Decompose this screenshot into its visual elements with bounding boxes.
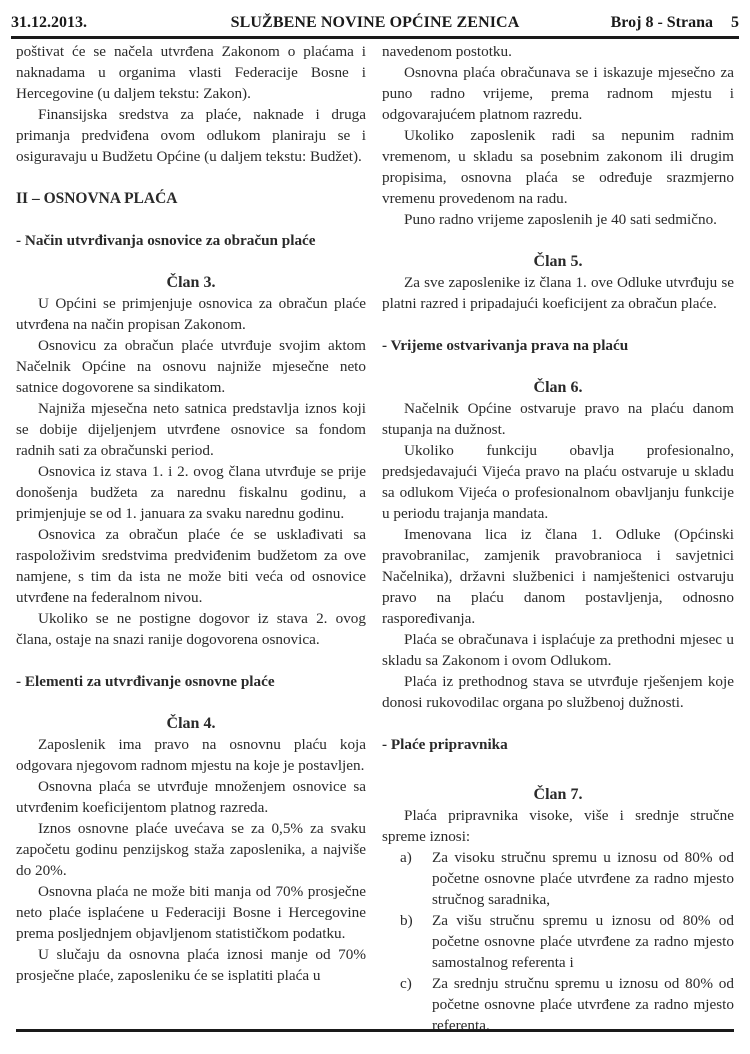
issue-page bbox=[611, 14, 739, 32]
paragraph: Ukoliko se ne postigne dogovor iz stava 2. ovog člana, ostaje na snazi ranije dogovorena osnovica. bbox=[16, 610, 366, 648]
list-marker: a) bbox=[400, 849, 412, 866]
page-number: 5 bbox=[731, 14, 739, 31]
paragraph: U Općini se primjenjuje osnovica za obračun plaće utvrđena na način propisan Zakonom. bbox=[16, 295, 366, 333]
article-title: Član 3. bbox=[166, 274, 216, 291]
page-header bbox=[11, 14, 739, 39]
paragraph: Ukoliko zaposlenik radi sa nepunim radnim vremenom, u skladu sa posebnim zakonom ili drugim propisima, osnovna plaća se određuje srazmjerno vremenu provedenom na radu. bbox=[382, 127, 734, 207]
paragraph: navedenom postotku. bbox=[382, 43, 512, 60]
paragraph: Osnovica za obračun plaće će se usklađivati sa raspoloživim sredstvima predviđenim budžetom za ove namjene, s tim da ista ne može biti veća od osnovice utvrđene na federalnom nivou. bbox=[16, 526, 366, 606]
issue-date: 31.12.2013. bbox=[11, 14, 87, 31]
article-title: Član 6. bbox=[533, 379, 583, 396]
paragraph: Finansijska sredstva za plaće, naknade i druga primanja predviđena ovom odlukom planiraju se i osiguravaju u Budžetu Općine (u daljem tekstu: Budžet). bbox=[16, 106, 366, 165]
subsection-heading: - Plaće pripravnika bbox=[382, 736, 508, 753]
paragraph: Za sve zaposlenike iz člana 1. ove Odluke utvrđuju se platni razred i pripadajući koeficijent za obračun plaće. bbox=[382, 274, 734, 312]
article-title: Član 7. bbox=[533, 786, 583, 803]
issue-label: Broj 8 - Strana bbox=[610, 14, 713, 31]
list-marker: c) bbox=[400, 975, 412, 992]
article-title: Član 4. bbox=[166, 715, 216, 732]
paragraph: Osnovna plaća ne može biti manja od 70% prosječne neto plaće isplaćene u Federaciji Bosne i Hercegovine prema posljednjem objavljenom statističkom podatku. bbox=[16, 883, 366, 942]
paragraph: Puno radno vrijeme zaposlenih je 40 sati sedmično. bbox=[404, 211, 717, 228]
paragraph: Osnovna plaća se utvrđuje množenjem osnovice sa utvrđenim koeficijentom platnog razreda. bbox=[16, 778, 366, 816]
list-item-text: Za višu stručnu spremu u iznosu od 80% od početne osnovne plaće utvrđene za radno mjesto samostalnog referenta i bbox=[432, 912, 734, 971]
list-item bbox=[382, 847, 734, 910]
article-title: Član 5. bbox=[533, 253, 583, 270]
paragraph: Iznos osnovne plaće uvećava se za 0,5% za svaku započetu godinu penzijskog staža zaposlenika, a najviše do 20%. bbox=[16, 820, 366, 879]
paragraph: Načelnik Općine ostvaruje pravo na plaću danom stupanja na dužnost. bbox=[382, 400, 734, 438]
paragraph: Plaća iz prethodnog stava se utvrđuje rješenjem koje donosi rukovodilac organa po službenoj dužnosti. bbox=[382, 673, 734, 711]
paragraph: Najniža mjesečna neto satnica predstavlja iznos koji se dobije dijeljenjem utvrđene osnovice sa fondom radnih sati za obračunski period. bbox=[16, 400, 366, 459]
list-item bbox=[382, 910, 734, 973]
item-list bbox=[382, 847, 734, 1036]
paragraph: poštivat će se načela utvrđena Zakonom o plaćama i naknadama u organima vlasti Federacije Bosne i Hercegovine (u daljem tekstu: Zakon). bbox=[16, 43, 366, 102]
subsection-heading: - Način utvrđivanja osnovice za obračun plaće bbox=[16, 232, 316, 249]
paragraph: Osnovna plaća obračunava se i iskazuje mjesečno za puno radno vrijeme, prema radnom mjestu i odgovarajućem platnom razredu. bbox=[382, 64, 734, 123]
subsection-heading: - Vrijeme ostvarivanja prava na plaću bbox=[382, 337, 629, 354]
list-item-text: Za srednju stručnu spremu u iznosu od 80% od početne osnovne plaće utvrđene za radno mjesto referenta. bbox=[432, 975, 734, 1034]
paragraph: Osnovicu za obračun plaće utvrđuje svojim aktom Načelnik Općine na osnovu najniže mjesečne neto satnice dogovorene sa sindikatom. bbox=[16, 337, 366, 396]
publication-title: SLUŽBENE NOVINE OPĆINE ZENICA bbox=[230, 14, 520, 31]
footer-divider bbox=[16, 1029, 734, 1032]
right-column bbox=[382, 41, 734, 1036]
paragraph: Plaća pripravnika visoke, više i srednje stručne spreme iznosi: bbox=[382, 807, 734, 845]
left-column bbox=[16, 41, 366, 986]
paragraph: Ukoliko funkciju obavlja profesionalno, predsjedavajući Vijeća pravo na plaću ostvaruje u skladu sa odlukom Vijeća o profesionalnom obavljanju funkcije u periodu trajanja mandata. bbox=[382, 442, 734, 522]
paragraph: Plaća se obračunava i isplaćuje za prethodni mjesec u skladu sa Zakonom i ovom Odlukom. bbox=[382, 631, 734, 669]
list-item-text: Za visoku stručnu spremu u iznosu od 80% od početne osnovne plaće utvrđene za radno mjesto stručnog saradnika, bbox=[432, 849, 734, 908]
paragraph: Osnovica iz stava 1. i 2. ovog člana utvrđuje se prije donošenja budžeta za narednu fiskalnu godinu, a primjenjuje se od 1. januara za svaku narednu godinu. bbox=[16, 463, 366, 522]
section-title: II – OSNOVNA PLAĆA bbox=[16, 190, 178, 207]
subsection-heading: - Elementi za utvrđivanje osnovne plaće bbox=[16, 673, 275, 690]
paragraph: U slučaju da osnovna plaća iznosi manje od 70% prosječne plaće, zaposleniku će se isplatiti plaća u bbox=[16, 946, 366, 984]
paragraph: Imenovana lica iz člana 1. Odluke (Općinski pravobranilac, zamjenik pravobranioca i savjetnici Načelnika), državni službenici i namještenici ostvaruju pravo na plaću danom postavljenja, odnosno raspoređivanja. bbox=[382, 526, 734, 627]
list-item bbox=[382, 973, 734, 1036]
list-marker: b) bbox=[400, 912, 413, 929]
paragraph: Zaposlenik ima pravo na osnovnu plaću koja odgovara njegovom radnom mjestu na koje je postavljen. bbox=[16, 736, 366, 774]
